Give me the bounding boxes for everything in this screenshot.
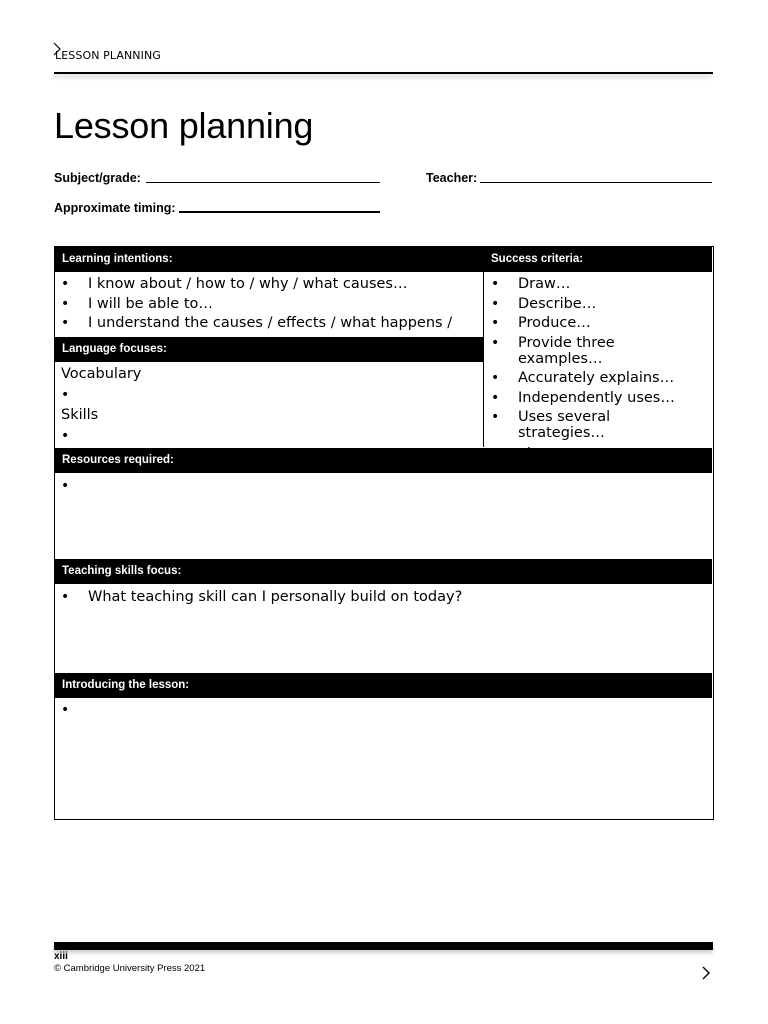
vocabulary-bullet: • [61,387,70,403]
subject-field[interactable] [146,182,380,183]
subject-label: Subject/grade: [54,171,141,185]
list-item: • Produce… [491,315,591,331]
list-item: • Independently uses… [491,389,675,406]
list-item: • Draw… [491,276,571,292]
learning-intentions-heading: Learning intentions: [55,247,483,272]
language-focuses-heading: Language focuses: [55,337,483,362]
footer-rule [54,942,713,950]
teaching-skills-heading: Teaching skills focus: [55,559,712,584]
page-title: Lesson planning [54,105,314,146]
teacher-label: Teacher: [426,171,478,185]
resources-heading: Resources required: [55,448,712,473]
running-header: LESSON PLANNING [55,49,161,62]
list-item: • What teaching skill can I personally build on today? [61,589,463,605]
teaching-skills-list [61,589,701,609]
list-item: • Accurately explains… [491,370,675,386]
introducing-heading: Introducing the lesson: [55,673,712,698]
learning-intentions-list [61,276,479,335]
teacher-field[interactable] [480,182,712,183]
introducing-bullet: • [61,702,70,718]
list-item: • I will be able to… [61,295,213,312]
chevron-right-icon[interactable] [700,966,712,980]
timing-field[interactable] [179,211,380,213]
list-item: • Uses several strategies… [491,409,611,441]
copyright: © Cambridge University Press 2021 [54,963,206,974]
column-divider [483,246,484,447]
list-item: • Provide three examples… [491,334,615,367]
success-criteria-heading: Success criteria: [484,247,712,272]
resources-bullet: • [61,478,70,494]
page-number: xiii [54,951,68,962]
skills-label: Skills [61,407,99,423]
list-item: • Describe… [491,295,597,312]
skills-bullet: • [61,428,70,444]
vocabulary-label: Vocabulary [61,366,142,382]
timing-label: Approximate timing: [54,201,176,215]
list-item: • I know about / how to / why / what causes… [61,276,408,292]
success-criteria-list [491,276,696,464]
list-item: • I understand the causes / effects / what happens / [61,315,453,331]
header-rule [54,72,713,74]
